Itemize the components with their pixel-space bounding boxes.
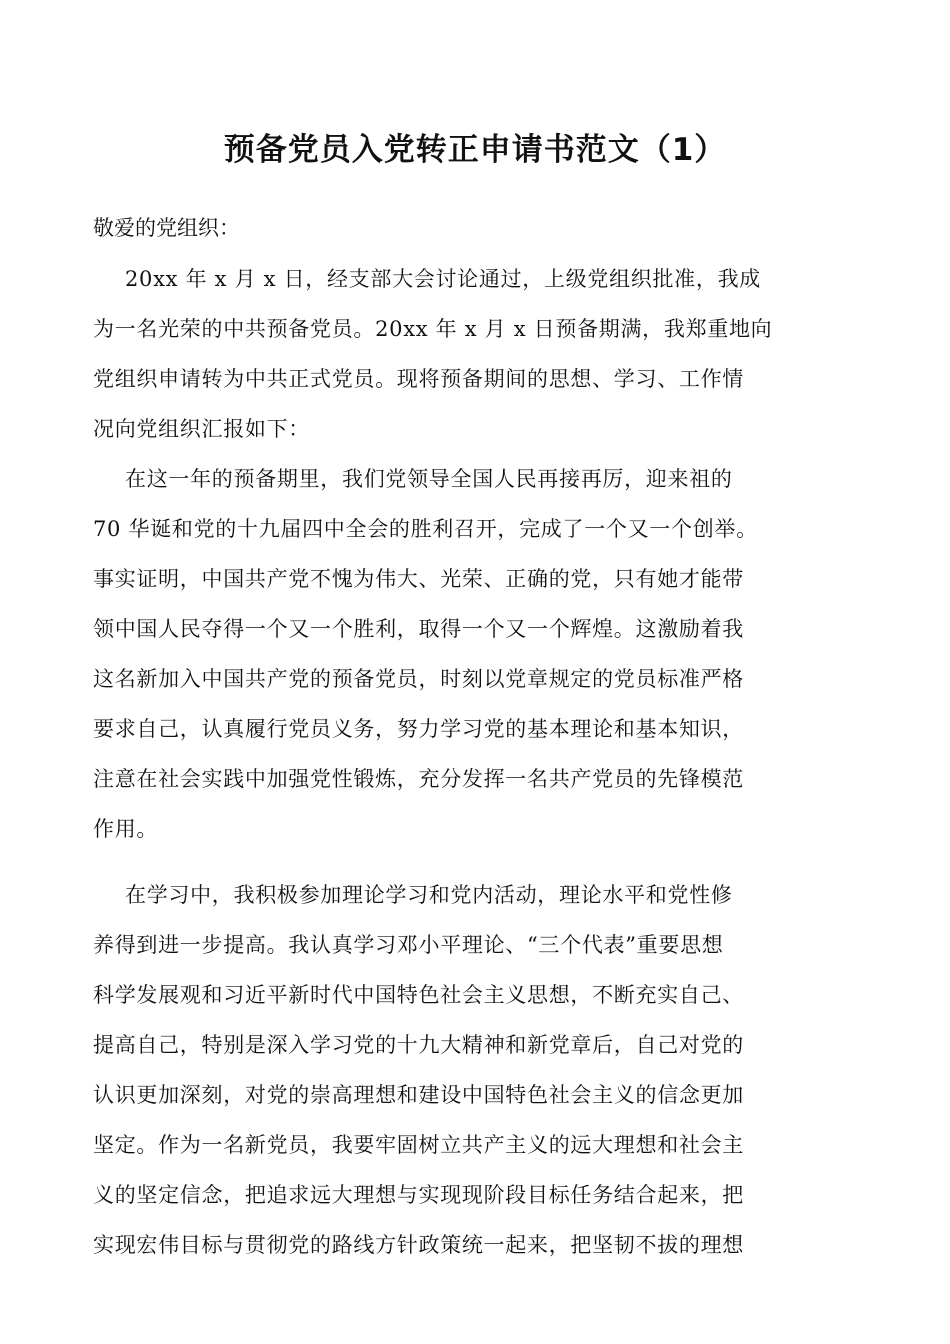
paragraph-1-line-2: 为一名光荣的中共预备党员。20xx 年 x 月 x 日预备期满，我郑重地向 <box>93 317 773 341</box>
paragraph-3-line-4: 提高自己，特别是深入学习党的十九大精神和新党章后，自己对党的 <box>93 1033 744 1057</box>
document-body <box>93 259 938 1275</box>
paragraph-2-line-4: 领中国人民夺得一个又一个胜利，取得一个又一个辉煌。这激励着我 <box>93 617 744 641</box>
paragraph-1-line-1: 20xx 年 x 月 x 日，经支部大会讨论通过，上级党组织批准，我成 <box>125 267 761 291</box>
paragraph-3-line-2: 养得到进一步提高。我认真学习邓小平理论、“三个代表”重要思想 <box>93 933 724 957</box>
paragraph-2-line-7: 注意在社会实践中加强党性锻炼，充分发挥一名共产党员的先锋模范 <box>93 767 744 791</box>
paragraph-3-line-1: 在学习中，我积极参加理论学习和党内活动，理论水平和党性修 <box>125 883 733 907</box>
paragraph-3-line-5: 认识更加深刻，对党的崇高理想和建设中国特色社会主义的信念更加 <box>93 1083 744 1107</box>
paragraph-2-line-2: 70 华诞和党的十九届四中全会的胜利召开，完成了一个又一个创举。 <box>93 517 758 541</box>
paragraph-3-line-7: 义的坚定信念，把追求远大理想与实现现阶段目标任务结合起来，把 <box>93 1183 744 1207</box>
document-title: 预备党员入党转正申请书范文（1） <box>223 132 727 168</box>
paragraph-3-line-3: 科学发展观和习近平新时代中国特色社会主义思想，不断充实自己、 <box>93 983 744 1007</box>
paragraph-3-line-8: 实现宏伟目标与贯彻党的路线方针政策统一起来，把坚韧不拔的理想 <box>93 1233 744 1257</box>
paragraph-2-line-5: 这名新加入中国共产党的预备党员，时刻以党章规定的党员标准严格 <box>93 667 744 691</box>
paragraph-2-line-8: 作用。 <box>93 817 159 841</box>
paragraph-1-line-4: 况向党组织汇报如下： <box>93 417 310 441</box>
salutation: 敬爱的党组织： <box>93 216 240 240</box>
paragraph-3-line-6: 坚定。作为一名新党员，我要牢固树立共产主义的远大理想和社会主 <box>93 1133 744 1157</box>
paragraph-2-line-6: 要求自己，认真履行党员义务，努力学习党的基本理论和基本知识， <box>93 717 744 741</box>
paragraph-1-line-3: 党组织申请转为中共正式党员。现将预备期间的思想、学习、工作情 <box>93 367 744 391</box>
paragraph-2-line-3: 事实证明，中国共产党不愧为伟大、光荣、正确的党，只有她才能带 <box>93 567 744 591</box>
paragraph-2-line-1: 在这一年的预备期里，我们党领导全国人民再接再厉，迎来祖的 <box>125 467 733 491</box>
